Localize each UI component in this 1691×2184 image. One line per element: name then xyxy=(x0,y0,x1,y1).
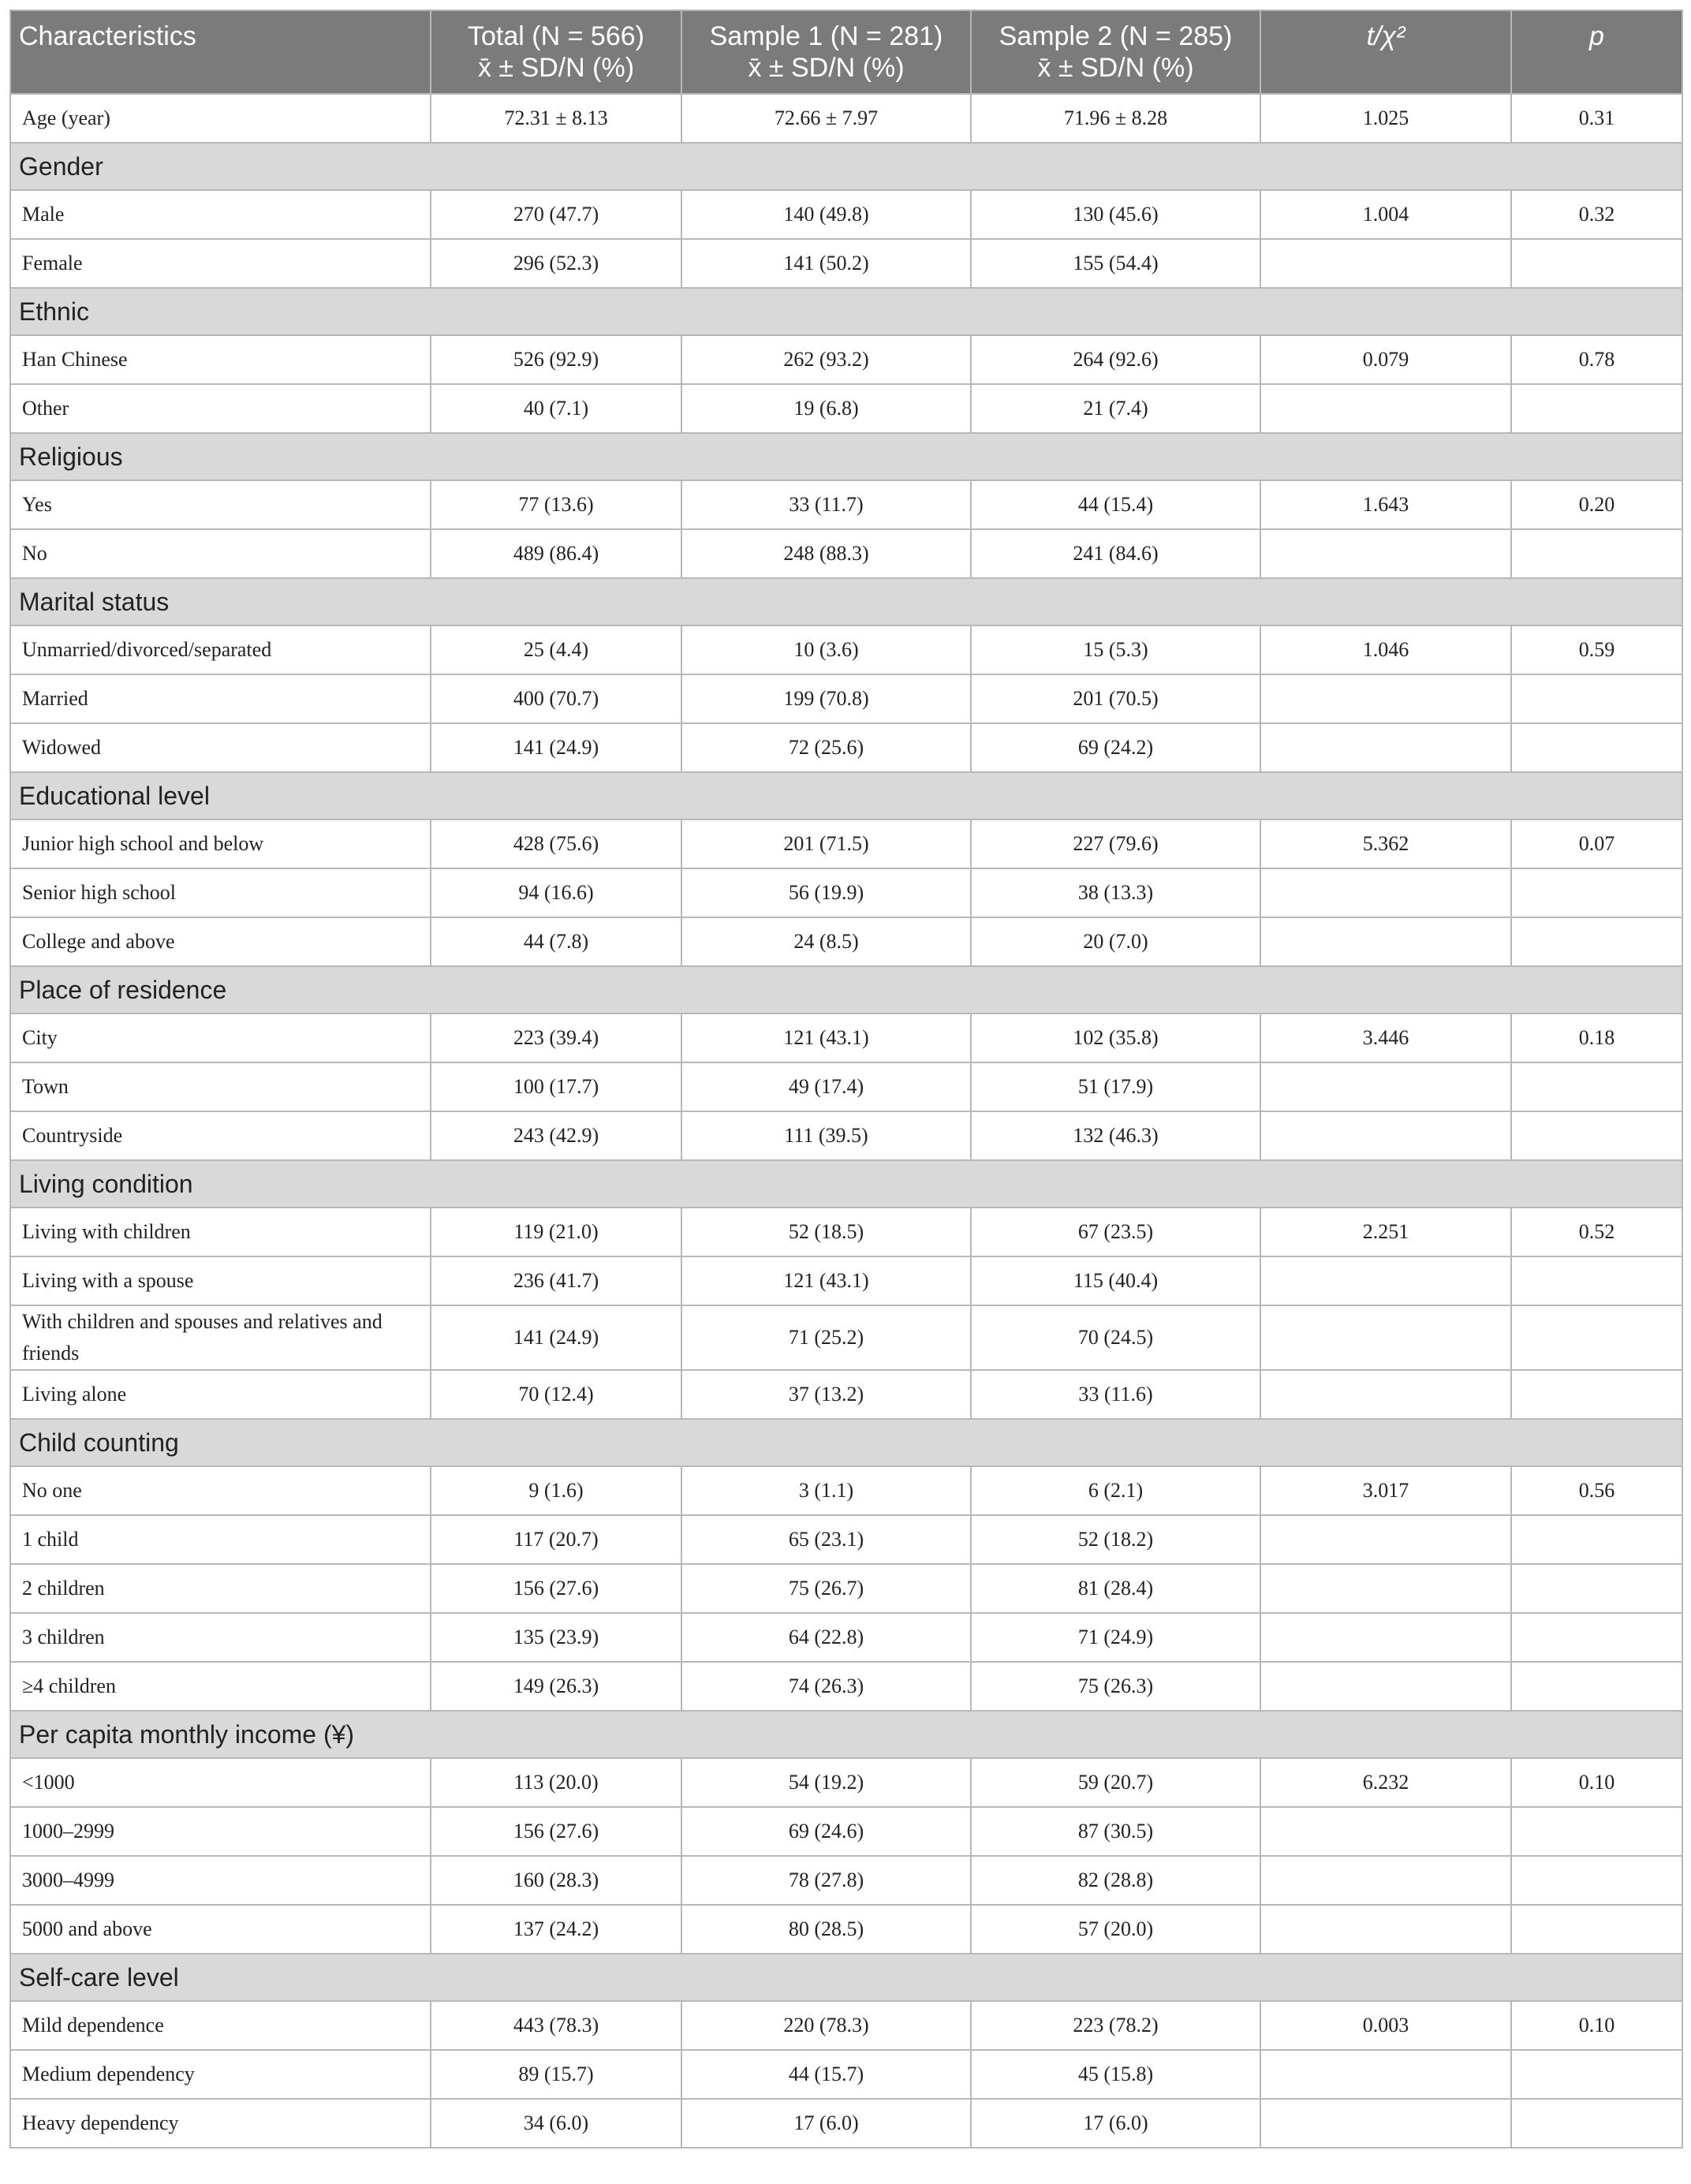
table-row xyxy=(10,1856,1682,1905)
group-header: Self-care level xyxy=(10,1954,1682,2001)
table-row xyxy=(10,674,1682,723)
t-chi-cell xyxy=(1260,2099,1511,2148)
sample1-cell: 111 (39.5) xyxy=(681,1111,971,1160)
group-header-row xyxy=(10,288,1682,335)
sample2-cell: 82 (28.8) xyxy=(971,1856,1260,1905)
p-value-cell xyxy=(1511,239,1682,288)
row-label-cell: Senior high school xyxy=(10,868,431,917)
total-cell: 270 (47.7) xyxy=(431,190,681,239)
row-label-cell: College and above xyxy=(10,917,431,966)
table-row xyxy=(10,1466,1682,1515)
p-value-cell xyxy=(1511,1856,1682,1905)
sample1-cell: 71 (25.2) xyxy=(681,1305,971,1370)
sample1-cell: 10 (3.6) xyxy=(681,625,971,674)
total-cell: 72.31 ± 8.13 xyxy=(431,94,681,143)
row-label-cell: Countryside xyxy=(10,1111,431,1160)
characteristics-table xyxy=(9,9,1683,2149)
p-value-cell: 0.56 xyxy=(1511,1466,1682,1515)
total-cell: 141 (24.9) xyxy=(431,1305,681,1370)
table-row xyxy=(10,868,1682,917)
sample2-cell: 67 (23.5) xyxy=(971,1208,1260,1256)
sample2-cell: 130 (45.6) xyxy=(971,190,1260,239)
t-chi-cell xyxy=(1260,723,1511,772)
sample1-cell: 52 (18.5) xyxy=(681,1208,971,1256)
sample1-cell: 64 (22.8) xyxy=(681,1613,971,1662)
t-chi-cell xyxy=(1260,1062,1511,1111)
total-cell: 149 (26.3) xyxy=(431,1662,681,1711)
sample2-cell: 59 (20.7) xyxy=(971,1758,1260,1807)
sample1-cell: 141 (50.2) xyxy=(681,239,971,288)
sample1-cell: 56 (19.9) xyxy=(681,868,971,917)
table-row xyxy=(10,1305,1682,1370)
p-value-cell xyxy=(1511,1515,1682,1564)
sample2-cell: 6 (2.1) xyxy=(971,1466,1260,1515)
sample2-cell: 241 (84.6) xyxy=(971,529,1260,578)
sample2-cell: 51 (17.9) xyxy=(971,1062,1260,1111)
sample2-cell: 57 (20.0) xyxy=(971,1905,1260,1954)
row-label-cell: Han Chinese xyxy=(10,335,431,384)
row-label-cell: No one xyxy=(10,1466,431,1515)
sample2-cell: 227 (79.6) xyxy=(971,819,1260,868)
total-cell: 113 (20.0) xyxy=(431,1758,681,1807)
p-value-cell: 0.32 xyxy=(1511,190,1682,239)
sample2-cell: 115 (40.4) xyxy=(971,1256,1260,1305)
p-value-cell: 0.10 xyxy=(1511,2001,1682,2050)
row-label-cell: Living alone xyxy=(10,1370,431,1419)
row-label-cell: Medium dependency xyxy=(10,2050,431,2099)
t-chi-cell xyxy=(1260,674,1511,723)
sample2-cell: 87 (30.5) xyxy=(971,1807,1260,1856)
table-row xyxy=(10,239,1682,288)
table-row xyxy=(10,529,1682,578)
t-chi-cell xyxy=(1260,1370,1511,1419)
sample1-cell: 44 (15.7) xyxy=(681,2050,971,2099)
t-chi-cell: 0.079 xyxy=(1260,335,1511,384)
p-value-cell: 0.18 xyxy=(1511,1014,1682,1062)
sample2-cell: 45 (15.8) xyxy=(971,2050,1260,2099)
t-chi-cell: 2.251 xyxy=(1260,1208,1511,1256)
row-label-cell: Yes xyxy=(10,480,431,529)
sample1-cell: 69 (24.6) xyxy=(681,1807,971,1856)
t-chi-cell xyxy=(1260,1613,1511,1662)
sample2-cell: 201 (70.5) xyxy=(971,674,1260,723)
sample2-cell: 21 (7.4) xyxy=(971,384,1260,433)
p-value-cell xyxy=(1511,1564,1682,1613)
p-value-cell xyxy=(1511,674,1682,723)
row-label-cell: Widowed xyxy=(10,723,431,772)
p-value-cell xyxy=(1511,529,1682,578)
t-chi-cell xyxy=(1260,384,1511,433)
header-sample2-label: Sample 2 (N = 285) xyxy=(999,21,1233,51)
row-label-cell: <1000 xyxy=(10,1758,431,1807)
t-chi-cell: 0.003 xyxy=(1260,2001,1511,2050)
sample1-cell: 54 (19.2) xyxy=(681,1758,971,1807)
t-chi-cell xyxy=(1260,1856,1511,1905)
table-body xyxy=(10,94,1682,2148)
sample1-cell: 262 (93.2) xyxy=(681,335,971,384)
sample2-cell: 132 (46.3) xyxy=(971,1111,1260,1160)
total-cell: 428 (75.6) xyxy=(431,819,681,868)
total-cell: 141 (24.9) xyxy=(431,723,681,772)
group-header-row xyxy=(10,578,1682,625)
table-row xyxy=(10,94,1682,143)
header-t-chi xyxy=(1260,10,1511,94)
table-row xyxy=(10,335,1682,384)
group-header-row xyxy=(10,143,1682,190)
sample1-cell: 17 (6.0) xyxy=(681,2099,971,2148)
table-row xyxy=(10,1208,1682,1256)
table-row xyxy=(10,2050,1682,2099)
group-header: Religious xyxy=(10,433,1682,480)
row-label-cell: 2 children xyxy=(10,1564,431,1613)
p-value-cell xyxy=(1511,1111,1682,1160)
p-value-cell xyxy=(1511,2050,1682,2099)
total-cell: 236 (41.7) xyxy=(431,1256,681,1305)
row-label-cell: 3000–4999 xyxy=(10,1856,431,1905)
table-row xyxy=(10,2099,1682,2148)
p-value-cell: 0.07 xyxy=(1511,819,1682,868)
header-sample1 xyxy=(681,10,971,94)
p-value-cell: 0.52 xyxy=(1511,1208,1682,1256)
total-cell: 296 (52.3) xyxy=(431,239,681,288)
table-row xyxy=(10,1758,1682,1807)
total-cell: 243 (42.9) xyxy=(431,1111,681,1160)
total-cell: 70 (12.4) xyxy=(431,1370,681,1419)
group-header: Place of residence xyxy=(10,966,1682,1014)
group-header-row xyxy=(10,1160,1682,1208)
row-label-cell: Other xyxy=(10,384,431,433)
total-cell: 137 (24.2) xyxy=(431,1905,681,1954)
row-label-cell: Living with a spouse xyxy=(10,1256,431,1305)
t-chi-cell xyxy=(1260,1905,1511,1954)
header-total-label: Total (N = 566) xyxy=(468,21,644,51)
sample1-cell: 24 (8.5) xyxy=(681,917,971,966)
sample2-cell: 15 (5.3) xyxy=(971,625,1260,674)
t-chi-cell xyxy=(1260,1305,1511,1370)
group-header: Ethnic xyxy=(10,288,1682,335)
sample1-cell: 72.66 ± 7.97 xyxy=(681,94,971,143)
total-cell: 44 (7.8) xyxy=(431,917,681,966)
total-cell: 223 (39.4) xyxy=(431,1014,681,1062)
header-sample2-stat: x̄ ± SD/N (%) xyxy=(1037,53,1194,83)
total-cell: 77 (13.6) xyxy=(431,480,681,529)
p-value-cell xyxy=(1511,384,1682,433)
total-cell: 489 (86.4) xyxy=(431,529,681,578)
header-sample1-stat: x̄ ± SD/N (%) xyxy=(748,53,905,83)
sample1-cell: 121 (43.1) xyxy=(681,1014,971,1062)
p-value-cell xyxy=(1511,1662,1682,1711)
row-label-cell: Unmarried/divorced/separated xyxy=(10,625,431,674)
t-chi-cell: 1.046 xyxy=(1260,625,1511,674)
total-cell: 9 (1.6) xyxy=(431,1466,681,1515)
table-header xyxy=(10,10,1682,94)
table-row xyxy=(10,2001,1682,2050)
sample1-cell: 201 (71.5) xyxy=(681,819,971,868)
row-label-cell: No xyxy=(10,529,431,578)
table-row xyxy=(10,819,1682,868)
table-row xyxy=(10,1014,1682,1062)
group-header-row xyxy=(10,1419,1682,1466)
row-label-cell: Male xyxy=(10,190,431,239)
group-header-row xyxy=(10,772,1682,819)
row-label-cell: Married xyxy=(10,674,431,723)
sample2-cell: 155 (54.4) xyxy=(971,239,1260,288)
group-header: Living condition xyxy=(10,1160,1682,1208)
sample1-cell: 49 (17.4) xyxy=(681,1062,971,1111)
row-label-cell: Junior high school and below xyxy=(10,819,431,868)
p-value-cell xyxy=(1511,1613,1682,1662)
header-t-chi-label: t/χ² xyxy=(1366,21,1405,51)
sample1-cell: 140 (49.8) xyxy=(681,190,971,239)
p-value-cell xyxy=(1511,1062,1682,1111)
total-cell: 94 (16.6) xyxy=(431,868,681,917)
table-row xyxy=(10,480,1682,529)
p-value-cell xyxy=(1511,723,1682,772)
sample2-cell: 20 (7.0) xyxy=(971,917,1260,966)
sample1-cell: 72 (25.6) xyxy=(681,723,971,772)
row-label-cell: 5000 and above xyxy=(10,1905,431,1954)
group-header-row xyxy=(10,1711,1682,1758)
p-value-cell xyxy=(1511,1905,1682,1954)
group-header-row xyxy=(10,1954,1682,2001)
table-row xyxy=(10,190,1682,239)
sample2-cell: 223 (78.2) xyxy=(971,2001,1260,2050)
characteristics-table-container xyxy=(9,9,1682,2149)
t-chi-cell xyxy=(1260,2050,1511,2099)
t-chi-cell xyxy=(1260,868,1511,917)
total-cell: 119 (21.0) xyxy=(431,1208,681,1256)
header-row xyxy=(10,10,1682,94)
sample2-cell: 71.96 ± 8.28 xyxy=(971,94,1260,143)
p-value-cell: 0.20 xyxy=(1511,480,1682,529)
sample2-cell: 81 (28.4) xyxy=(971,1564,1260,1613)
table-row xyxy=(10,1370,1682,1419)
table-row xyxy=(10,1515,1682,1564)
sample2-cell: 102 (35.8) xyxy=(971,1014,1260,1062)
sample2-cell: 38 (13.3) xyxy=(971,868,1260,917)
table-row xyxy=(10,1662,1682,1711)
t-chi-cell: 1.004 xyxy=(1260,190,1511,239)
sample2-cell: 33 (11.6) xyxy=(971,1370,1260,1419)
sample1-cell: 121 (43.1) xyxy=(681,1256,971,1305)
header-p xyxy=(1511,10,1682,94)
row-label-cell: 3 children xyxy=(10,1613,431,1662)
table-row xyxy=(10,1062,1682,1111)
total-cell: 117 (20.7) xyxy=(431,1515,681,1564)
t-chi-cell xyxy=(1260,239,1511,288)
sample1-cell: 78 (27.8) xyxy=(681,1856,971,1905)
p-value-cell: 0.59 xyxy=(1511,625,1682,674)
sample2-cell: 44 (15.4) xyxy=(971,480,1260,529)
t-chi-cell xyxy=(1260,1807,1511,1856)
t-chi-cell: 3.017 xyxy=(1260,1466,1511,1515)
group-header: Child counting xyxy=(10,1419,1682,1466)
t-chi-cell xyxy=(1260,1111,1511,1160)
header-total-stat: x̄ ± SD/N (%) xyxy=(477,53,635,83)
header-characteristics: Characteristics xyxy=(10,10,431,94)
table-row xyxy=(10,625,1682,674)
row-label-cell: Town xyxy=(10,1062,431,1111)
table-row xyxy=(10,1564,1682,1613)
row-label-cell: 1000–2999 xyxy=(10,1807,431,1856)
header-p-label: p xyxy=(1589,21,1604,51)
table-row xyxy=(10,384,1682,433)
total-cell: 526 (92.9) xyxy=(431,335,681,384)
table-row xyxy=(10,1111,1682,1160)
total-cell: 160 (28.3) xyxy=(431,1856,681,1905)
table-row xyxy=(10,917,1682,966)
t-chi-cell: 6.232 xyxy=(1260,1758,1511,1807)
sample1-cell: 37 (13.2) xyxy=(681,1370,971,1419)
sample1-cell: 3 (1.1) xyxy=(681,1466,971,1515)
row-label-cell: City xyxy=(10,1014,431,1062)
group-header: Educational level xyxy=(10,772,1682,819)
p-value-cell: 0.10 xyxy=(1511,1758,1682,1807)
sample2-cell: 70 (24.5) xyxy=(971,1305,1260,1370)
sample2-cell: 264 (92.6) xyxy=(971,335,1260,384)
row-label-cell: Female xyxy=(10,239,431,288)
header-sample2 xyxy=(971,10,1260,94)
sample2-cell: 69 (24.2) xyxy=(971,723,1260,772)
total-cell: 443 (78.3) xyxy=(431,2001,681,2050)
sample2-cell: 71 (24.9) xyxy=(971,1613,1260,1662)
header-sample1-label: Sample 1 (N = 281) xyxy=(709,21,943,51)
total-cell: 40 (7.1) xyxy=(431,384,681,433)
sample1-cell: 80 (28.5) xyxy=(681,1905,971,1954)
table-row xyxy=(10,1807,1682,1856)
sample2-cell: 17 (6.0) xyxy=(971,2099,1260,2148)
total-cell: 100 (17.7) xyxy=(431,1062,681,1111)
t-chi-cell: 1.643 xyxy=(1260,480,1511,529)
t-chi-cell: 1.025 xyxy=(1260,94,1511,143)
t-chi-cell xyxy=(1260,1662,1511,1711)
group-header: Gender xyxy=(10,143,1682,190)
t-chi-cell xyxy=(1260,917,1511,966)
row-label-cell: Living with children xyxy=(10,1208,431,1256)
group-header: Per capita monthly income (¥) xyxy=(10,1711,1682,1758)
t-chi-cell xyxy=(1260,1256,1511,1305)
p-value-cell xyxy=(1511,2099,1682,2148)
sample1-cell: 75 (26.7) xyxy=(681,1564,971,1613)
t-chi-cell xyxy=(1260,1564,1511,1613)
total-cell: 25 (4.4) xyxy=(431,625,681,674)
table-row xyxy=(10,723,1682,772)
total-cell: 34 (6.0) xyxy=(431,2099,681,2148)
row-label-cell: With children and spouses and relatives and friends xyxy=(10,1305,431,1370)
p-value-cell xyxy=(1511,917,1682,966)
row-label-cell: Mild dependence xyxy=(10,2001,431,2050)
total-cell: 400 (70.7) xyxy=(431,674,681,723)
sample1-cell: 33 (11.7) xyxy=(681,480,971,529)
p-value-cell xyxy=(1511,1305,1682,1370)
row-label-cell: 1 child xyxy=(10,1515,431,1564)
p-value-cell xyxy=(1511,1807,1682,1856)
sample1-cell: 65 (23.1) xyxy=(681,1515,971,1564)
header-total xyxy=(431,10,681,94)
table-row xyxy=(10,1905,1682,1954)
p-value-cell: 0.31 xyxy=(1511,94,1682,143)
group-header: Marital status xyxy=(10,578,1682,625)
total-cell: 156 (27.6) xyxy=(431,1564,681,1613)
t-chi-cell: 3.446 xyxy=(1260,1014,1511,1062)
p-value-cell: 0.78 xyxy=(1511,335,1682,384)
sample1-cell: 199 (70.8) xyxy=(681,674,971,723)
sample1-cell: 74 (26.3) xyxy=(681,1662,971,1711)
group-header-row xyxy=(10,433,1682,480)
sample1-cell: 19 (6.8) xyxy=(681,384,971,433)
table-row xyxy=(10,1256,1682,1305)
p-value-cell xyxy=(1511,1370,1682,1419)
t-chi-cell xyxy=(1260,529,1511,578)
t-chi-cell: 5.362 xyxy=(1260,819,1511,868)
total-cell: 135 (23.9) xyxy=(431,1613,681,1662)
row-label-cell: ≥4 children xyxy=(10,1662,431,1711)
t-chi-cell xyxy=(1260,1515,1511,1564)
total-cell: 89 (15.7) xyxy=(431,2050,681,2099)
group-header-row xyxy=(10,966,1682,1014)
table-row xyxy=(10,1613,1682,1662)
row-label-cell: Heavy dependency xyxy=(10,2099,431,2148)
sample2-cell: 75 (26.3) xyxy=(971,1662,1260,1711)
row-label-cell: Age (year) xyxy=(10,94,431,143)
sample1-cell: 248 (88.3) xyxy=(681,529,971,578)
sample2-cell: 52 (18.2) xyxy=(971,1515,1260,1564)
sample1-cell: 220 (78.3) xyxy=(681,2001,971,2050)
p-value-cell xyxy=(1511,868,1682,917)
p-value-cell xyxy=(1511,1256,1682,1305)
total-cell: 156 (27.6) xyxy=(431,1807,681,1856)
